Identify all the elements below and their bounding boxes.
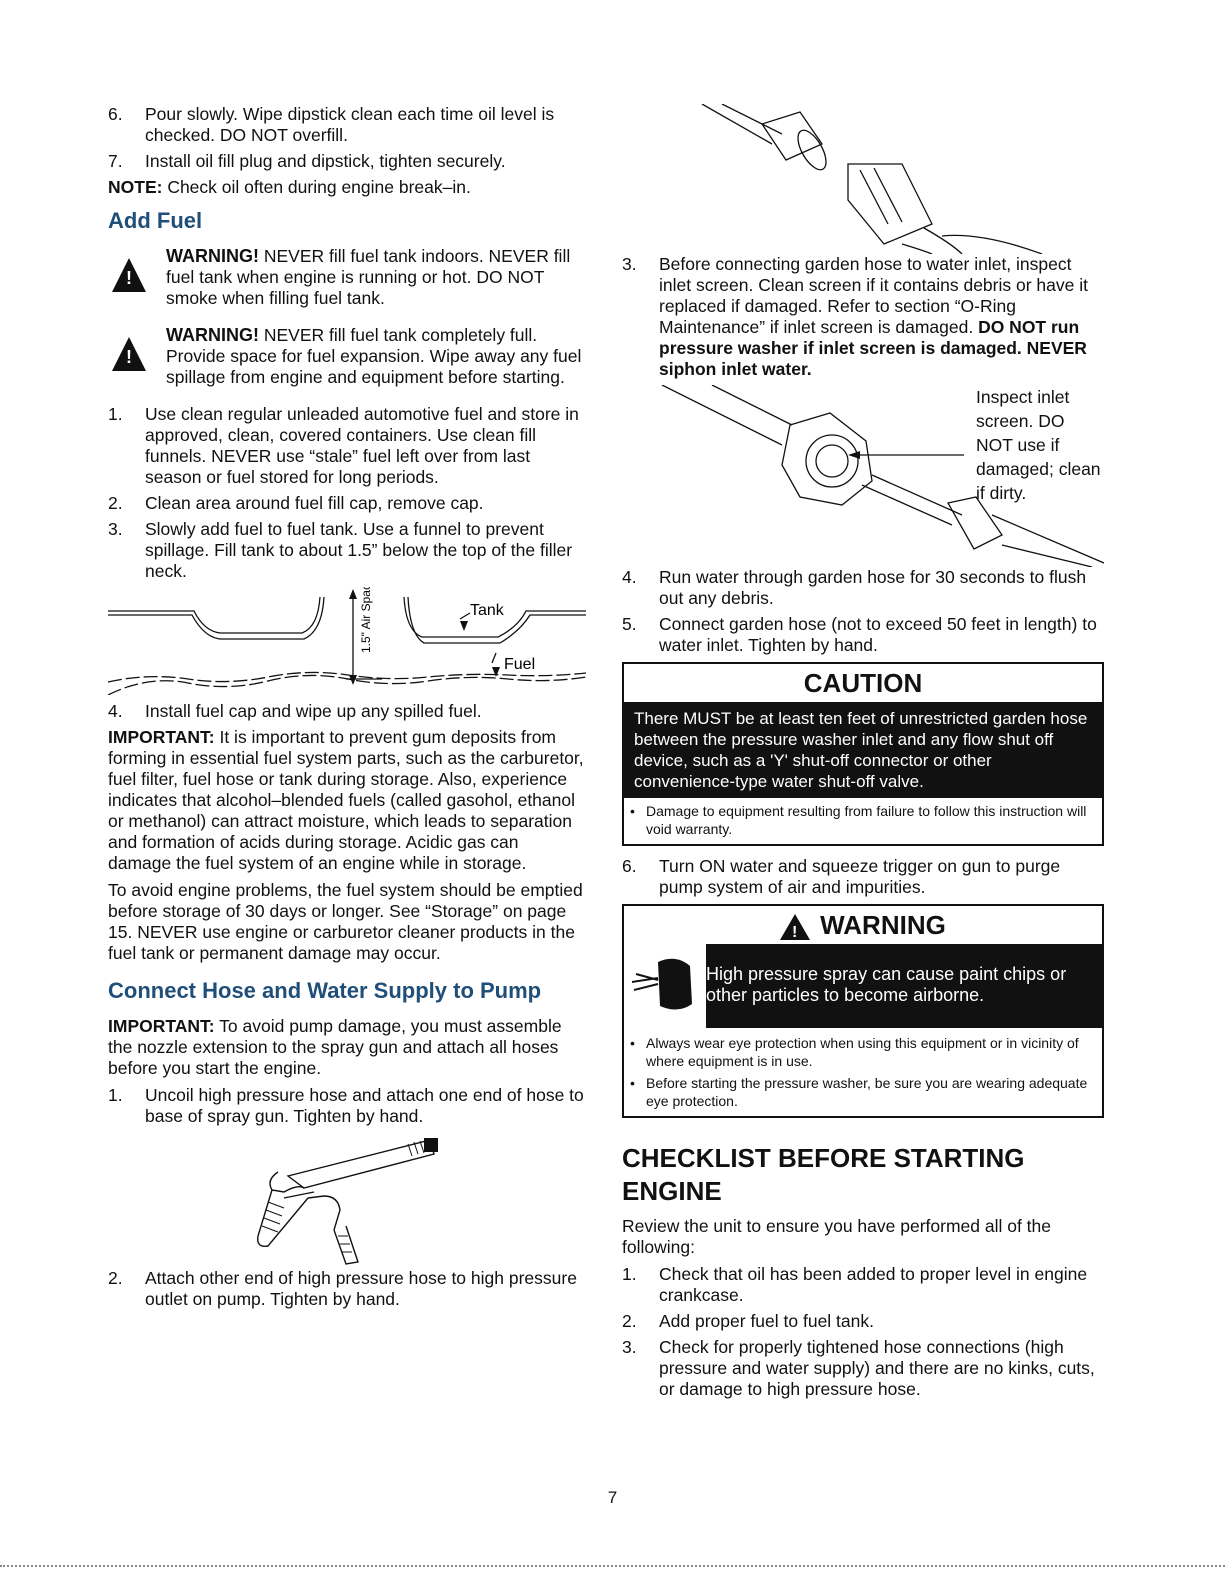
note [108,177,586,198]
add-fuel-heading: Add Fuel [108,208,203,233]
page-bottom-divider [0,1565,1225,1567]
list-number: 3. [622,1337,637,1358]
list-text: Connect garden hose (not to exceed 50 feet in length) to water inlet. Tighten by hand. [659,614,1097,655]
list-number: 3. [108,519,123,539]
warning-body: High pressure spray can cause paint chips or other particles to become airborne. [706,964,1067,1006]
step3-bold-text: DO NOT run pressure washer if inlet screen is damaged. NEVER siphon inlet water. [659,317,1087,379]
list-item [108,104,586,146]
note-text: Check oil often during engine break–in. [162,177,471,197]
list-text: Clean area around fuel fill cap, remove cap. [145,493,484,513]
bullet-text: Always wear eye protection when using this equipment or in vicinity of where equipment is in use. [646,1035,1079,1070]
warning-triangle-icon: ! [108,246,166,309]
list-number: 4. [622,567,637,587]
list-number: 7. [108,151,123,171]
inlet-screen-diagram [622,385,1104,567]
warning-box [622,904,1104,1118]
list-item [108,1268,586,1310]
fuel-tank-illustration [108,587,586,695]
list-text: Uncoil high pressure hose and attach one end of hose to base of spray gun. Tighten by hand. [145,1085,584,1126]
list-number: 2. [108,493,123,513]
list-number: 1. [108,404,123,424]
list-text: Add proper fuel to fuel tank. [659,1311,874,1332]
checklist-heading: CHECKLIST BEFORE STARTING ENGINE [622,1143,1025,1207]
warning-row [624,944,1102,1028]
list-item [108,1085,586,1127]
important-text: It is important to prevent gum deposits from forming in essential fuel system parts, such as the carburetor, fuel filter, fuel hose or tank during storage. Also, experience indicates that alcohol–blended fuels (called gasohol, ethanol or methanol) can attract moisture, which leads to separation and formation of acids during storage. Acidic gas can damage the fuel system of an engine while in storage. [108,727,584,873]
fuel-label: Fuel [504,656,536,673]
list-item [622,614,1104,656]
caution-bullet [624,798,1102,844]
bullet-icon: • [630,1035,635,1052]
warning-title-row [624,906,1102,944]
list-number: 3. [622,254,637,274]
important-label: IMPORTANT: [108,1016,215,1036]
avoid-paragraph: To avoid engine problems, the fuel system should be emptied before storage of 30 days or longer. See “Storage” on page 15. NEVER use engine or carburetor cleaner products in the fuel tank or permanent damage may occur. [108,880,583,963]
list-number: 1. [108,1085,123,1105]
checklist-item [622,1264,1104,1306]
fuel-warning-2 [108,325,586,388]
warning-bullet [624,1072,1102,1116]
list-number: 6. [108,104,123,124]
warning-bullet [624,1032,1102,1072]
caution-title: CAUTION [803,668,923,698]
list-item [108,701,586,722]
note-label: NOTE: [108,177,163,197]
garden-hose-connector-image [662,104,1104,254]
bullet-text: Damage to equipment resulting from failure to follow this instruction will void warranty. [646,803,1087,837]
tank-label: Tank [470,602,504,619]
list-text: Install oil fill plug and dipstick, tighten securely. [145,151,506,171]
warning-triangle-icon: ! [108,325,166,388]
list-number: 1. [622,1264,637,1285]
connect-hose-heading: Connect Hose and Water Supply to Pump [108,978,542,1003]
fuel-tank-diagram [108,587,586,695]
list-number: 4. [108,701,123,721]
list-item [108,151,586,172]
checklist-item [622,1337,1104,1400]
right-column [622,104,1104,1405]
caution-box [622,662,1104,846]
checklist-intro: Review the unit to ensure you have performed all of the following: [622,1216,1051,1258]
important-text: To avoid pump damage, you must assemble the nozzle extension to the spray gun and attach all hoses before you start the engine. [108,1016,562,1078]
list-text: Check that oil has been added to proper level in engine crankcase. [659,1264,1088,1306]
list-item [622,567,1104,609]
eye-protection-icon [624,944,706,1028]
list-item [108,404,586,488]
important-paragraph [108,1016,586,1079]
bullet-icon: • [630,1075,635,1092]
warning-text: NEVER fill fuel tank indoors. NEVER fill fuel tank when engine is running or hot. DO NOT smoke when filling fuel tank. [166,246,571,308]
spray-gun-image [108,1132,586,1268]
list-text: Attach other end of high pressure hose to high pressure outlet on pump. Tighten by hand. [145,1268,577,1309]
list-number: 5. [622,614,637,634]
list-text [659,254,1104,380]
list-text: Pour slowly. Wipe dipstick clean each time oil level is checked. DO NOT overfill. [145,104,555,145]
inlet-callout: Inspect inlet screen. DO NOT use if damaged; clean if dirty. [976,387,1101,503]
list-number: 6. [622,856,637,876]
important-paragraph [108,727,586,874]
fuel-warning-1 [108,246,586,309]
list-text: Use clean regular unleaded automotive fuel and store in approved, clean, covered containers. Use clean fill funnels. NEVER use “stale” fuel left over from last season or fuel stored for long periods. [145,404,579,487]
list-item [622,254,1104,380]
list-item [108,519,586,582]
checklist-item [622,1311,1104,1332]
list-number: 2. [622,1311,637,1332]
caution-body: There MUST be at least ten feet of unrestricted garden hose between the pressure washer inlet and any flow shut off device, such as a 'Y' shut-off connector or other convenience-type water shut-off valve. [624,702,1102,798]
bullet-icon: • [630,803,635,819]
left-column [108,104,586,1315]
list-text: Turn ON water and squeeze trigger on gun to purge pump system of air and impurities. [659,856,1061,897]
warning-label: WARNING! [166,325,259,345]
list-item [108,493,586,514]
step3-text: Before connecting garden hose to water inlet, inspect inlet screen. Clean screen if it contains debris or have it replaced if damaged. Refer to section “O-Ring Maintenance” if inlet screen is damaged. [659,254,1088,337]
warning-title: WARNING [820,910,946,940]
list-item [622,856,1104,898]
svg-text:!: ! [792,924,798,941]
spray-gun-illustration [108,1132,586,1268]
hose-connector-illustration [662,104,1104,254]
warning-triangle-icon [780,914,810,940]
list-text: Slowly add fuel to fuel tank. Use a funnel to prevent spillage. Fill tank to about 1.5” below the top of the filler neck. [145,519,573,581]
bullet-text: Before starting the pressure washer, be sure you are wearing adequate eye protection. [646,1075,1088,1110]
air-space-label: 1.5" Air Space [359,587,373,653]
warning-label: WARNING! [166,246,259,266]
list-text: Install fuel cap and wipe up any spilled fuel. [145,701,482,721]
list-text: Run water through garden hose for 30 seconds to flush out any debris. [659,567,1087,608]
page-number: 7 [607,1488,618,1507]
list-text: Check for properly tightened hose connections (high pressure and water supply) and there are no kinks, cuts, or damage to high pressure hose. [659,1337,1095,1400]
important-label: IMPORTANT: [108,727,215,747]
list-number: 2. [108,1268,123,1288]
warning-text: NEVER fill fuel tank completely full. Provide space for fuel expansion. Wipe away any fuel spillage from engine and equipment before starting. [166,325,582,387]
